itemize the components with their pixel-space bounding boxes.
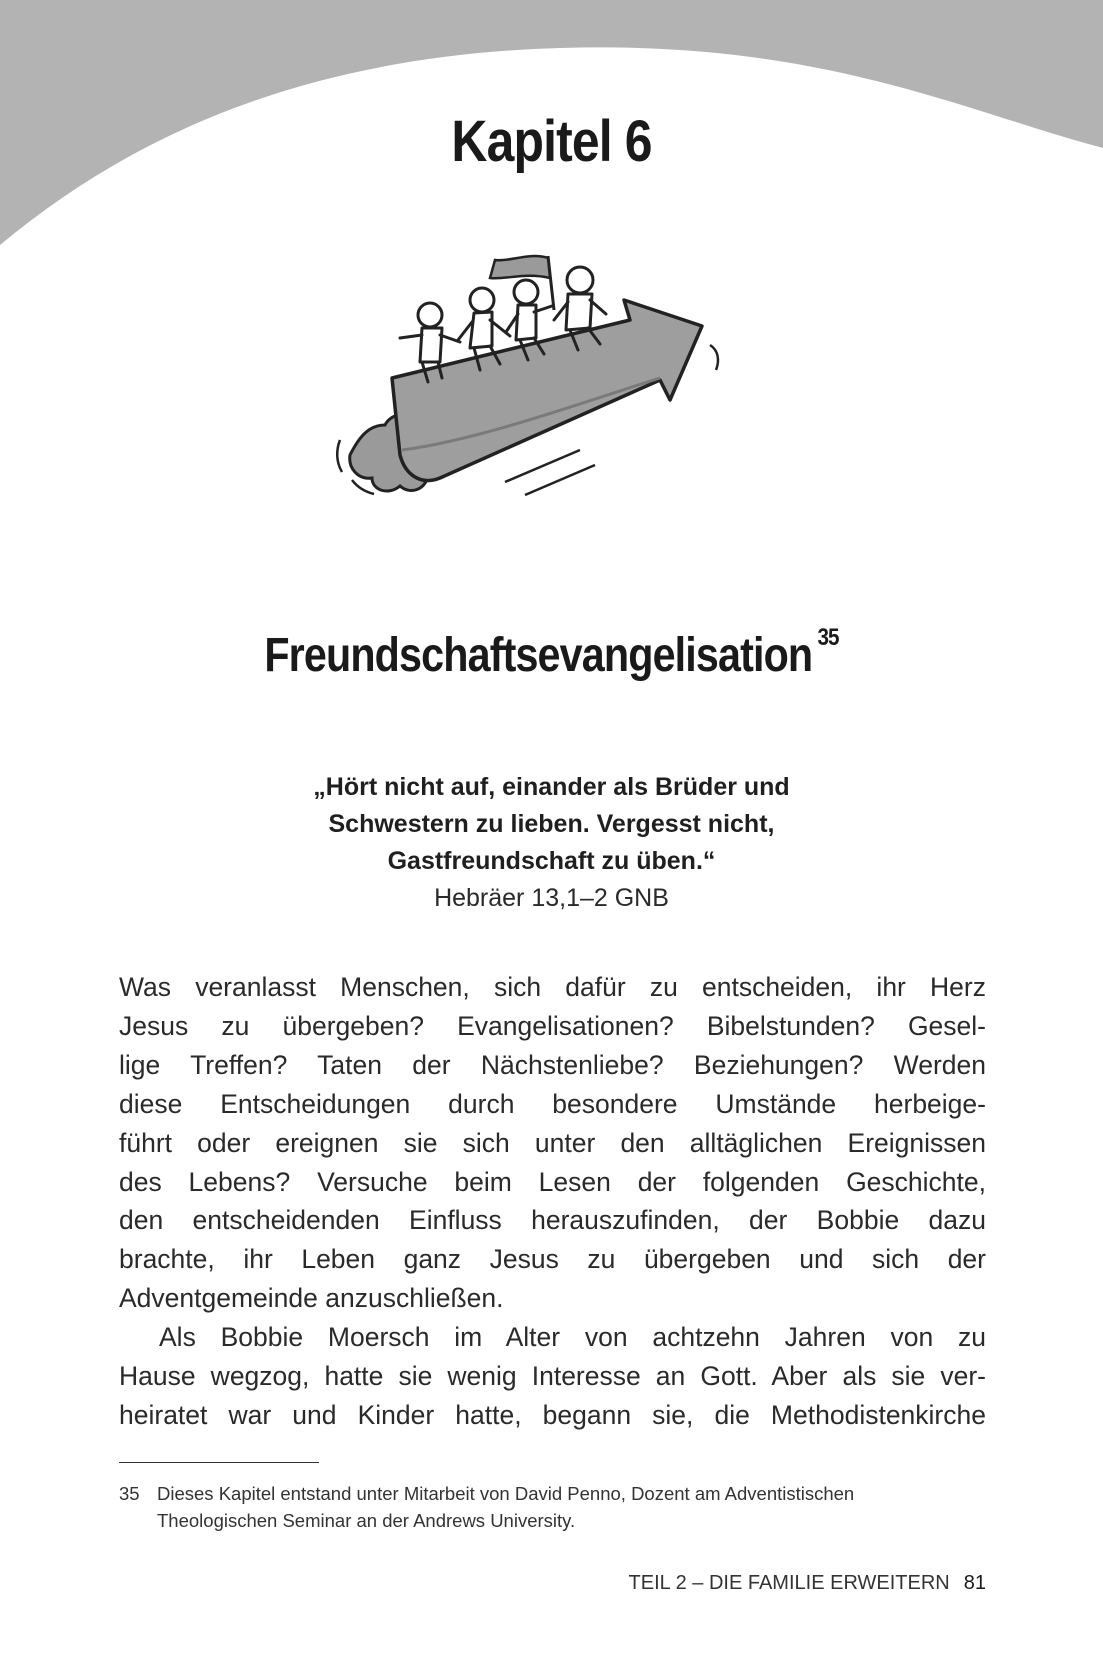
running-head: TEIL 2 – DIE FAMILIE ERWEITERN (628, 1572, 950, 1594)
chapter-title: Kapitel 6 (451, 109, 652, 174)
section-title-text: Freundschaftsevangelisation (264, 629, 813, 682)
body-line: Jesus zu übergeben? Evangelisationen? Bibelstunden? Gesel- (119, 1010, 986, 1041)
bible-quote (150, 769, 953, 880)
footnote-line: Dieses Kapitel entstand unter Mitarbeit von David Penno, Dozent am Adventistischen (157, 1483, 855, 1504)
body-line: den entscheidenden Einfluss herauszufinden, der Bobbie dazu (119, 1205, 986, 1236)
footnote-number: 35 (119, 1483, 140, 1504)
body-line: Adventgemeinde anzuschließen. (119, 1283, 504, 1314)
quote-line: Schwestern zu lieben. Vergesst nicht, (328, 810, 775, 838)
body-line: diese Entscheidungen durch besondere Umstände herbeige- (119, 1088, 986, 1119)
body-line: des Lebens? Versuche beim Lesen der folgenden Geschichte, (119, 1166, 986, 1197)
footnote (119, 1480, 986, 1534)
body-line: lige Treffen? Taten der Nächstenliebe? Beziehungen? Werden (119, 1049, 986, 1080)
body-text (119, 968, 986, 1435)
body-line: Was veranlasst Menschen, sich dafür zu entscheiden, ihr Herz (119, 972, 986, 1002)
body-line: Hause wegzog, hatte sie wenig Interesse an Gott. Aber als sie ver- (119, 1361, 986, 1392)
body-line: führt oder ereignen sie sich unter den alltäglichen Ereignissen (119, 1127, 986, 1158)
footnote-divider (119, 1462, 319, 1463)
body-line: Als Bobbie Moersch im Alter von achtzehn Jahren von zu (159, 1322, 986, 1353)
footnote-line: Theologischen Seminar an der Andrews University. (157, 1510, 576, 1531)
body-line: heiratet war und Kinder hatte, begann sie, die Methodistenkirche (119, 1399, 986, 1430)
footnote-ref-marker: 35 (817, 624, 839, 651)
page-number: 81 (963, 1572, 986, 1594)
quote-line: Gastfreundschaft zu üben.“ (387, 847, 716, 875)
section-title (77, 624, 1026, 683)
body-line: brachte, ihr Leben ganz Jesus zu übergeben und sich der (119, 1244, 986, 1275)
page-footer (629, 1572, 986, 1595)
quote-reference: Hebräer 13,1–2 GNB (434, 884, 669, 912)
people-riding-arrow-icon (330, 250, 760, 540)
quote-line: „Hört nicht auf, einander als Brüder und (313, 773, 790, 801)
